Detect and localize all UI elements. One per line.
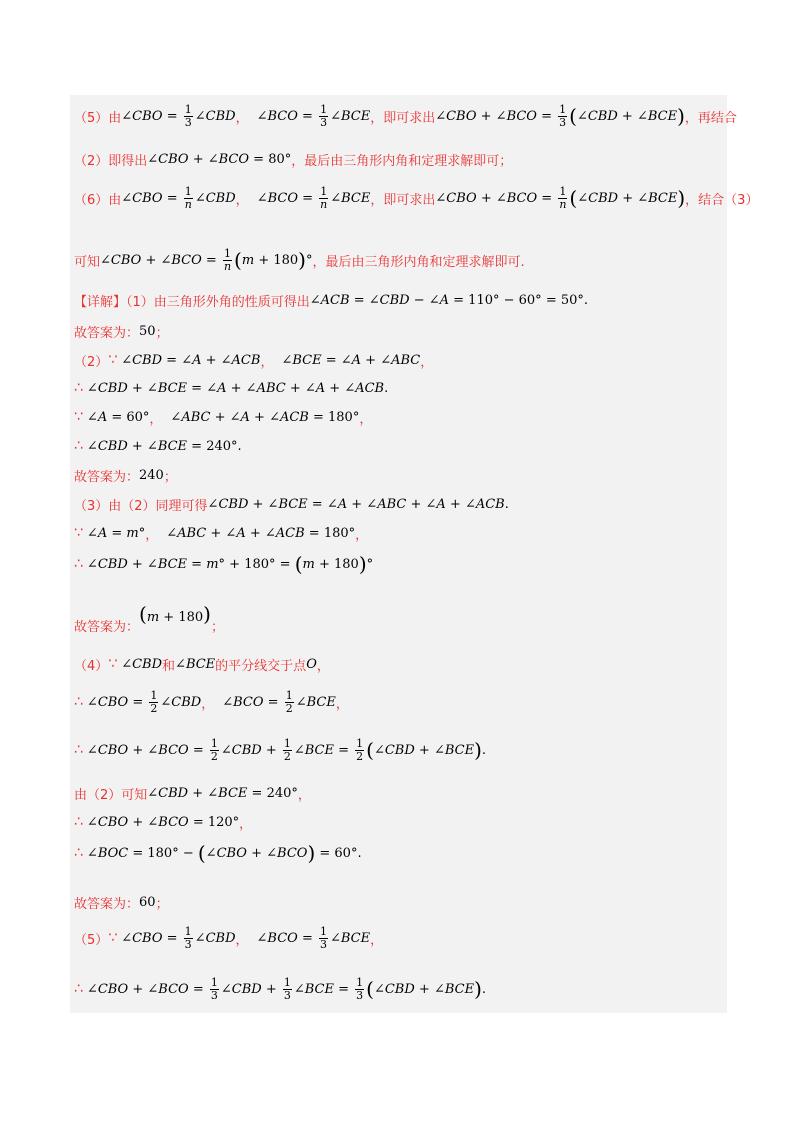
- answer-3: 故答案为： (m + 180) ；: [74, 601, 224, 635]
- step-line: ∴ ∠CBO + ∠BCO = $\frac{1}{3}$ ∠CBD + $\frac{1}{3}$ ∠BCE = $\frac{1}{3}$ ( ∠CBD + ∠BCE ) .: [74, 975, 487, 1002]
- hint-line-5: （5）由 ∠CBO = $\frac{1}{3}$ ∠CBD ， ∠BCO = $\frac{1}{3}$ ∠BCE ，即可求出 ∠CBO + ∠BCO = $\frac{1}{3}$ ( ∠CBD + ∠BCE ) ，再结合: [74, 102, 737, 129]
- step-line: ∴ ∠CBD + ∠BCE = ∠A + ∠ABC + ∠A + ∠ACB .: [74, 380, 389, 396]
- step-line: ∴ ∠CBD + ∠BCE = m ° + 180° = ( m + 180 ) °: [74, 552, 374, 576]
- detail-part-2: （2） ∵ ∠CBD = ∠A + ∠ACB ， ∠BCE = ∠A + ∠ABC ，: [74, 352, 434, 370]
- hint-text: （5）由: [74, 110, 122, 126]
- detail-part-5: （5） ∵ ∠CBO = $\frac{1}{3}$ ∠CBD ， ∠BCO = $\frac{1}{3}$ ∠BCE ，: [74, 924, 384, 951]
- detail-part-1: 【详解】（1）由三角形外角的性质可得出 ∠ACB = ∠CBD − ∠A = 110° − 60° = 50° .: [74, 292, 589, 310]
- step-line: ∴ ∠BOC = 180° − ( ∠CBO + ∠BCO ) = 60° .: [74, 841, 362, 865]
- detail-part-4: （4） ∵ ∠CBD 和 ∠BCE 的平分线交于点 O ，: [74, 656, 330, 674]
- step-line: ∴ ∠CBO + ∠BCO = $\frac{1}{2}$ ∠CBD + $\frac{1}{2}$ ∠BCE = $\frac{1}{2}$ ( ∠CBD + ∠BCE ) .: [74, 736, 487, 763]
- hint-line-2: （2）即得出 ∠CBO + ∠BCO = 80° ，最后由三角形内角和定理求解即可；: [74, 151, 513, 169]
- step-line: 由（2）可知 ∠CBD + ∠BCE = 240° ，: [74, 785, 311, 803]
- step-line: ∴ ∠CBD + ∠BCE = 240° .: [74, 438, 242, 454]
- answer-1: 故答案为： 50 ；: [74, 323, 169, 341]
- step-line: ∵ ∠A = 60° ， ∠ABC + ∠A + ∠ACB = 180° ，: [74, 409, 373, 427]
- answer-2: 故答案为： 240 ；: [74, 467, 177, 485]
- answer-4: 故答案为： 60 ；: [74, 894, 169, 912]
- hint-line-6: （6）由 ∠CBO = $\frac{1}{n}$ ∠CBD ， ∠BCO = $\frac{1}{n}$ ∠BCE ，即可求出 ∠CBO + ∠BCO = $\frac{1}{n}$ ( ∠CBD + ∠BCE ) ，结合（3）: [74, 184, 759, 211]
- step-line: ∴ ∠CBO = $\frac{1}{2}$ ∠CBD ， ∠BCO = $\frac{1}{2}$ ∠BCE ，: [74, 688, 349, 715]
- detail-part-3: （3）由（2）同理可得 ∠CBD + ∠BCE = ∠A + ∠ABC + ∠A + ∠ACB .: [74, 496, 509, 514]
- step-line: ∵ ∠A = m ° ， ∠ABC + ∠A + ∠ACB = 180° ，: [74, 525, 369, 543]
- step-line: ∴ ∠CBO + ∠BCO = 120° ，: [74, 814, 253, 832]
- hint-line-6b: 可知 ∠CBO + ∠BCO = $\frac{1}{n}$ ( m + 180 ) ° ，最后由三角形内角和定理求解即可.: [74, 246, 525, 273]
